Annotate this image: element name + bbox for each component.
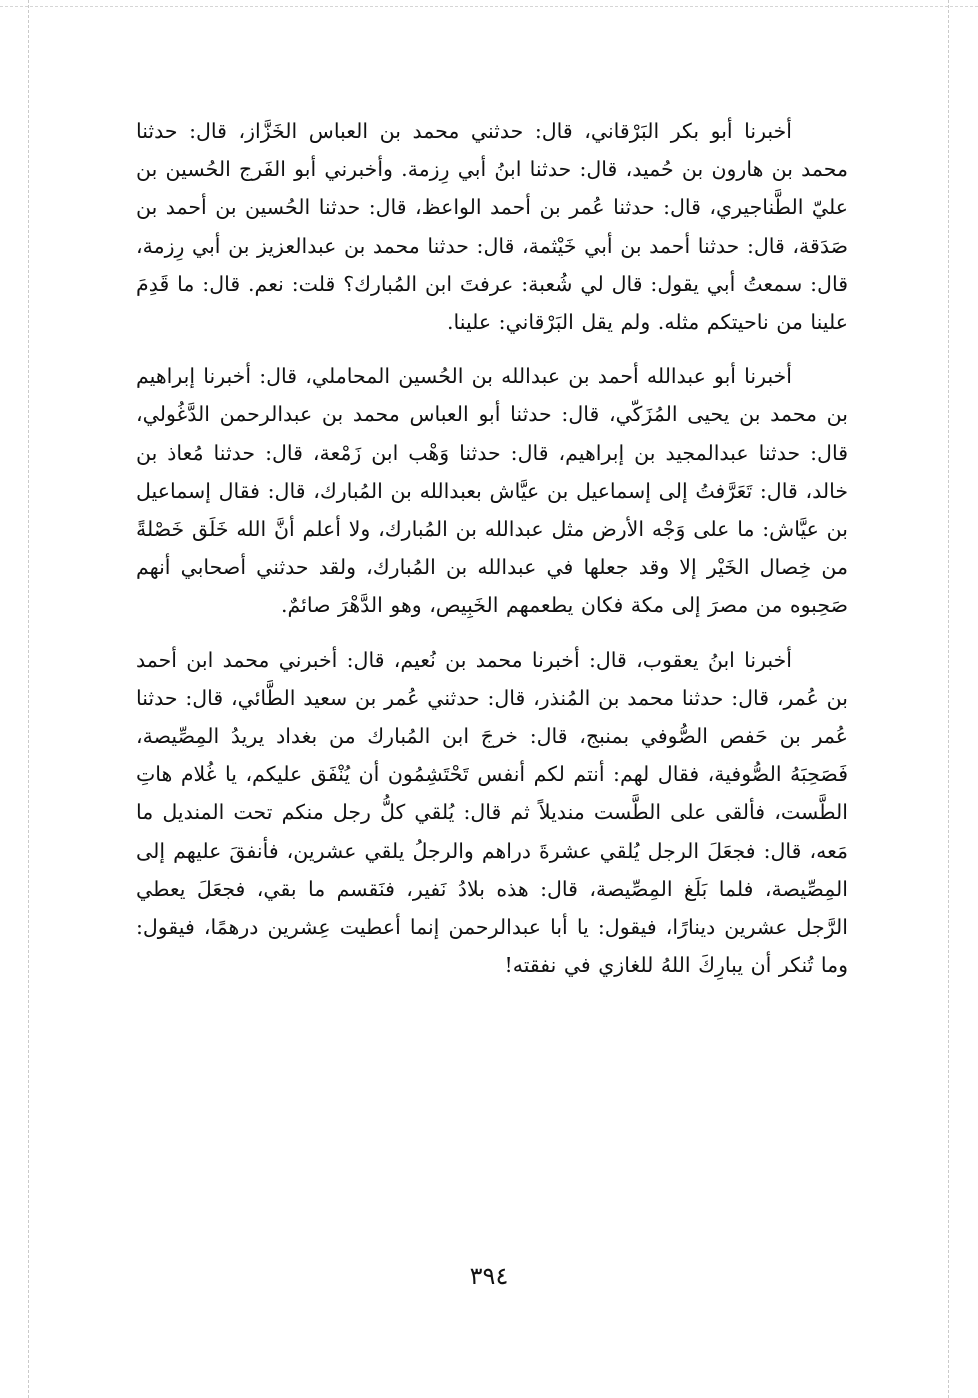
paragraph-2: أخبرنا أبو عبدالله أحمد بن عبدالله بن الحُسين المحاملي، قال: أخبرنا إبراهيم بن محمد بن يحيى المُزَكّي، قال: حدثنا أبو العباس محمد بن عبدالرحمن الدَّغُولي، قال: حدثنا عبدالمجيد بن إبراهيم، قال: حدثنا وَهْب ابن زَمْعة، قال: حدثنا مُعاذ بن خالد، قال: تَعَرَّفتُ إلى إسماعيل بن عيَّاش بعبدالله بن المُبارك، قال: فقال إسماعيل بن عيَّاش: ما على وَجْه الأرض مثل عبدالله بن المُبارك، ولا أعلم أنَّ الله خَلَق خَصْلةً من خِصال الخَيْر إلا وقد جعلها في عبدالله بن المُبارك، ولقد حدثني أصحابي أنهم صَحِبوه من مصرَ إلى مكة فكان يطعمهم الخَبِيص، وهو الدَّهْرَ صائمٌ. <box>136 364 848 618</box>
page-number: ٣٩٤ <box>469 1262 509 1290</box>
paragraph-3: أخبرنا ابنُ يعقوب، قال: أخبرنا محمد بن نُعيم، قال: أخبرني محمد ابن أحمد بن عُمر، قال: حدثنا محمد بن المُنذر، قال: حدثني عُمر بن سعيد الطَّائي، قال: حدثنا عُمر بن حَفص الصُّوفي بمنبج، قال: خرجَ ابن المُبارك من بغداد يريدُ المِصِّيصة، فَصَحِبَهُ الصُّوفية، فقال لهم: أنتم لكم أنفس تَحْتَشِمُون أن يُنْفَق عليكم، يا غُلام هاتِ الطَّست، فألقى على الطَّست منديلاً ثم قال: يُلقي كلُّ رجل منكم تحت المنديل ما مَعه، قال: فجعَلَ الرجل يُلقي عشرةَ دراهم والرجلُ يلقي عشرين، فأنفقَ عليهم إلى المِصِّيصة، فلما بَلَغ المِصِّيصة، قال: هذه بلادُ نَفير، فنَقسم ما بقي، فجعَلَ يعطي الرَّجل عشرين دينارًا، فيقول: يا أبا عبدالرحمن إنما أعطيت عِشرين درهمًا، فيقول: وما تُنكر أن يبارِكَ اللهُ للغازي في نفقته! <box>136 647 848 978</box>
page-body <box>136 112 848 1000</box>
scan-border-right <box>948 0 949 1398</box>
scan-border-left <box>28 0 29 1398</box>
paragraph-1: أخبرنا أبو بكر البَرْقاني، قال: حدثني محمد بن العباس الخَزَّاز، قال: حدثنا محمد بن هارون بن حُميد، قال: حدثنا ابنُ أبي رِزمة. وأخبرني أبو الفَرج الحُسين بن عليّ الطَّناجيري، قال: حدثنا عُمر بن أحمد الواعظ، قال: حدثنا الحُسين بن أحمد بن صَدَقة، قال: حدثنا أحمد بن أبي خَيْثمة، قال: حدثنا محمد بن عبدالعزيز بن أبي رِزمة، قال: سمعتُ أبي يقول: قال لي شُعبة: عرفتَ ابن المُبارك؟ قلت: نعم. قال: ما قَدِمَ علينا من ناحيتكم مثله. ولم يقل البَرْقاني: علينا. <box>136 119 849 335</box>
scan-border-top <box>0 6 978 7</box>
